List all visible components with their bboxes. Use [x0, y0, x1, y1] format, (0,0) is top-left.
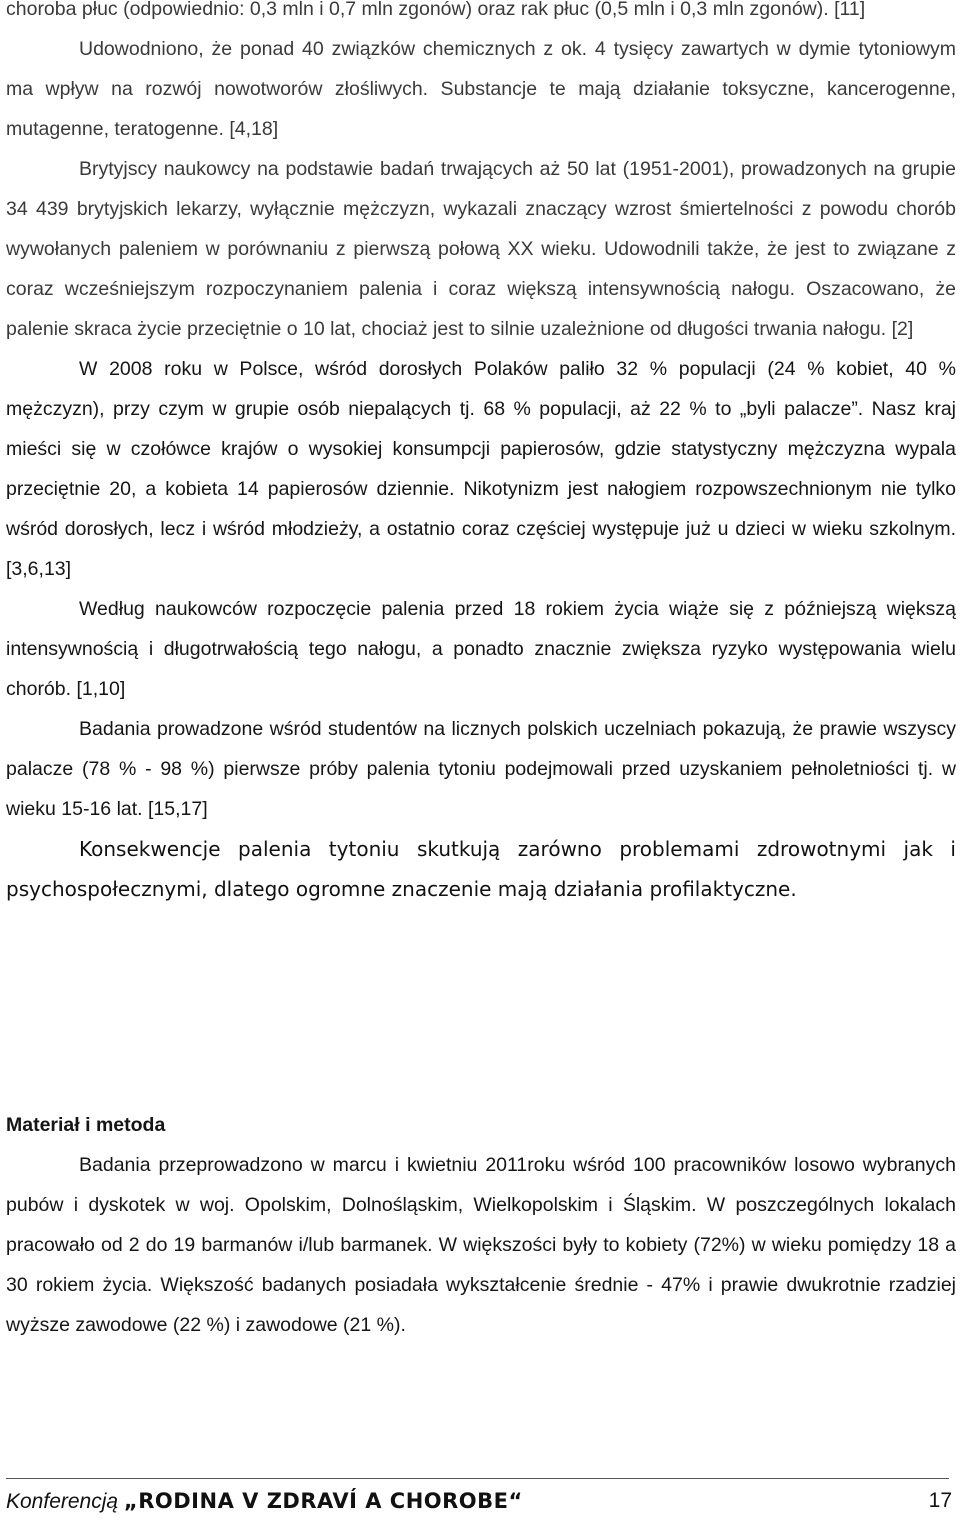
paragraph-students: Badania prowadzone wśród studentów na licznych polskich uczelniach pokazują, że prawie wszyscy palacze (78 % - 98 %) pierwsze próby palenia tytoniu podejmowali przed uzyskaniem pełnoletniości tj. w wieku 15-16 lat. [15,17] [6, 718, 956, 820]
method-section [6, 1145, 956, 1345]
paragraph-consequences: Konsekwencje palenia tytoniu skutkują zarówno problemami zdrowotnymi jak i psychospołecznymi, dlatego ogromne znaczenie mają działania profilaktyczne. [6, 837, 956, 901]
document-body [6, 0, 956, 909]
paragraph-carcinogens: Udowodniono, że ponad 40 związków chemicznych z ok. 4 tysięcy zawartych w dymie tytoniowym ma wpływ na rozwój nowotworów złośliwych. Substancje te mają działanie toksyczne, kancerogenne, mutagenne, teratogenne. [4,18] [6, 38, 956, 140]
footer-divider [6, 1478, 949, 1479]
page-number: 17 [928, 1489, 952, 1512]
paragraph-continuation: choroba płuc (odpowiednio: 0,3 mln i 0,7 mln zgonów) oraz rak płuc (0,5 mln i 0,3 mln zgonów). [11] [6, 0, 866, 20]
paragraph-british-study: Brytyjscy naukowcy na podstawie badań trwających aż 50 lat (1951-2001), prowadzonych na grupie 34 439 brytyjskich lekarzy, wyłącznie mężczyzn, wykazali znaczący wzrost śmiertelności z powodu chorób wywołanych paleniem w porównaniu z pierwszą połową XX wieku. Udowodnili także, że jest to związane z coraz wcześniejszym rozpoczynaniem palenia i coraz większą intensywnością nałogu. Oszacowano, że palenie skraca życie przeciętnie o 10 lat, chociaż jest to silnie uzależnione od długości trwania nałogu. [2] [6, 158, 956, 340]
page-footer [6, 1489, 956, 1521]
paragraph-method: Badania przeprowadzono w marcu i kwietniu 2011roku wśród 100 pracowników losowo wybranych pubów i dyskotek w woj. Opolskim, Dolnośląskim, Wielkopolskim i Śląskim. W poszczególnych lokalach pracowało od 2 do 19 barmanów i/lub barmanek. W większości były to kobiety (72%) w wieku pomiędzy 18 a 30 rokiem życia. Większość badanych posiadała wykształcenie średnie - 47% i prawie dwukrotnie rzadziej wyższe zawodowe (22 %) i zawodowe (21 %). [6, 1154, 956, 1336]
paragraph-poland-2008: W 2008 roku w Polsce, wśród dorosłych Polaków paliło 32 % populacji (24 % kobiet, 40 % mężczyzn), przy czym w grupie osób niepalących tj. 68 % populacji, aż 22 % to „byli palacze”. Nasz kraj mieści się w czołówce krajów o wysokiej konsumpcji papierosów, gdzie statystyczny mężczyzna wypala przeciętnie 20, a kobieta 14 papierosów dziennie. Nikotynizm jest nałogiem rozpowszechnionym nie tylko wśród dorosłych, lecz i wśród młodzieży, a ostatnio coraz częściej występuje już u dzieci w wieku szkolnym. [3,6,13] [6, 358, 956, 580]
footer-conference-title: „RODINA V ZDRAVÍ A CHOROBE“ [123, 1489, 523, 1513]
section-heading: Materiał i metoda [6, 1114, 166, 1136]
paragraph-early-smoking: Według naukowców rozpoczęcie palenia przed 18 rokiem życia wiąże się z późniejszą większą intensywnością i długotrwałością tego nałogu, a ponadto znacznie zwiększa ryzyko występowania wielu chorób. [1,10] [6, 598, 956, 700]
footer-conference-label: Konferencją [6, 1490, 119, 1513]
